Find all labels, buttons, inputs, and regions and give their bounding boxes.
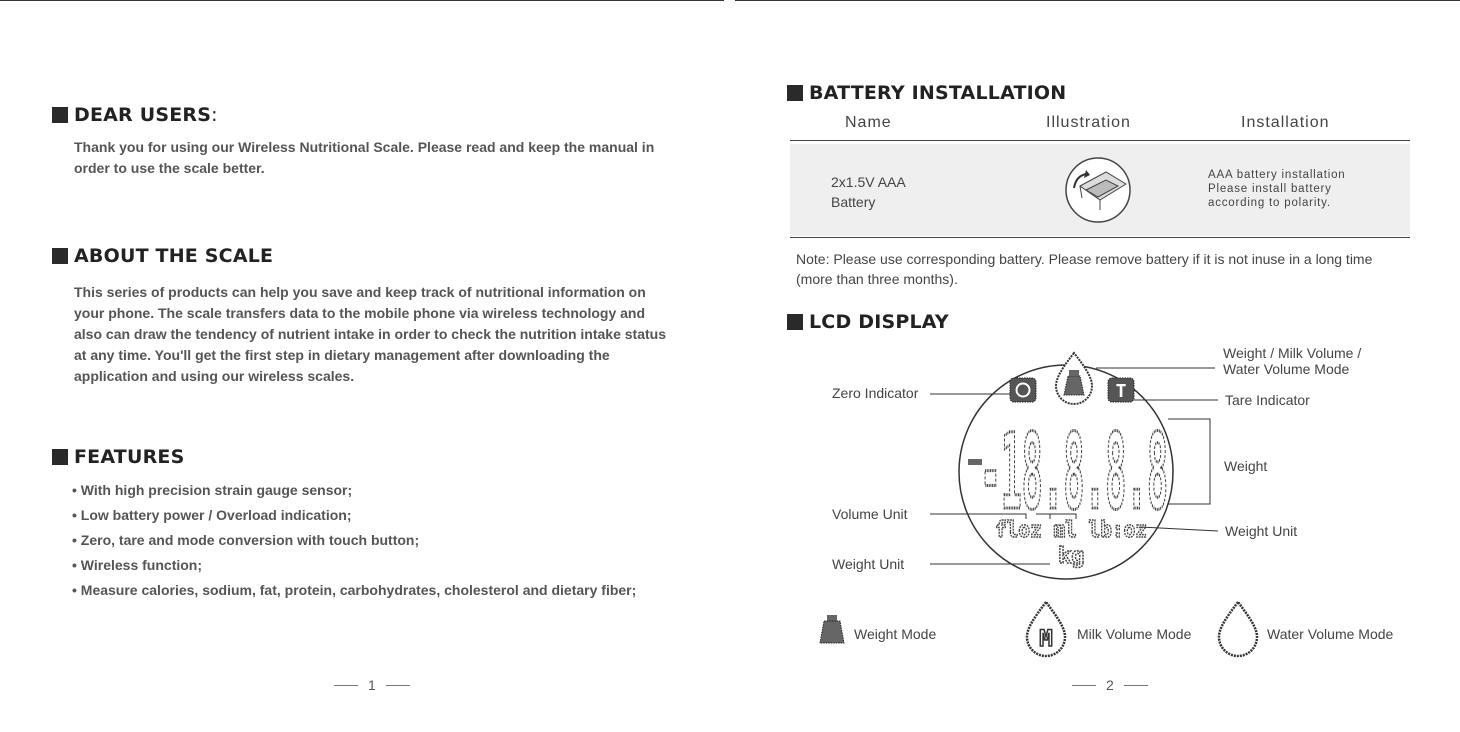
feature-item: • Measure calories, sodium, fat, protein, carbohydrates, cholesterol and dietary fiber; [72,582,637,598]
label-mode: Weight / Milk Volume / Water Volume Mode [1223,345,1362,377]
lcd-display-heading: LCD DISPLAY [787,311,949,333]
page-number-1: 1 [324,677,420,693]
lcd-kg-text: kg [1058,544,1085,569]
feature-item: • With high precision strain gauge sensor; [72,482,353,498]
svg-text:T: T [1115,381,1127,402]
svg-text:M: M [1039,627,1053,652]
dear-users-heading: DEAR USERS : [52,104,218,126]
label-weight-unit-left: Weight Unit [832,556,905,572]
feature-item: • Low battery power / Overload indication; [72,507,352,523]
lcd-units-text: floz ml lb:oz [995,518,1147,543]
dear-users-text: Thank you for using our Wireless Nutritional Scale. Please read and keep the manual in order to use the scale better. [74,139,655,176]
mode-drop-icon [1056,353,1092,404]
battery-installation-heading: BATTERY INSTALLATION [787,82,1066,104]
lcd-weight-digits [968,411,1168,533]
about-scale-heading: ABOUT THE SCALE [52,245,273,267]
label-weight-unit-right: Weight Unit [1225,523,1298,539]
tare-indicator-icon [1108,378,1134,402]
legend-weight-mode: Weight Mode [854,626,937,642]
legend-water-mode: Water Volume Mode [1267,626,1394,642]
zero-indicator-icon [1010,378,1036,402]
label-tare-indicator: Tare Indicator [1225,392,1310,408]
svg-text:-18.8.8.8: -18.8.8.8 [980,411,1168,533]
table-header-illustration: Illustration [1046,114,1131,131]
battery-name: 2x1.5V AAA Battery [831,174,906,210]
label-zero-indicator: Zero Indicator [832,385,919,401]
feature-item: • Wireless function; [72,557,203,573]
installation-instructions: AAA battery installation Please install battery according to polarity. [1208,169,1346,209]
legend-milk-mode: Milk Volume Mode [1077,626,1192,642]
label-weight: Weight [1224,458,1268,474]
weight-mode-icon [818,613,846,645]
table-header-installation: Installation [1241,114,1330,131]
about-scale-text: This series of products can help you save and keep track of nutritional information on your phone. The scale transfers data to the mobile phone via wireless technology and also can draw the tendency of nutrient intake in order to check the nutrition intake status at any time. You'll get the first step in dietary management after downloading the application and using our wireless scales. [74,284,666,384]
water-mode-icon [1216,600,1260,658]
milk-mode-icon [1024,600,1068,658]
label-volume-unit: Volume Unit [832,506,908,522]
features-heading: FEATURES [52,446,184,468]
page-number-2: 2 [1062,677,1158,693]
feature-item: • Zero, tare and mode conversion with touch button; [72,532,420,548]
table-header-name: Name [845,114,892,131]
battery-note: Note: Please use corresponding battery. Please remove battery if it is not inuse in a long time (more than three months). [796,251,1373,287]
